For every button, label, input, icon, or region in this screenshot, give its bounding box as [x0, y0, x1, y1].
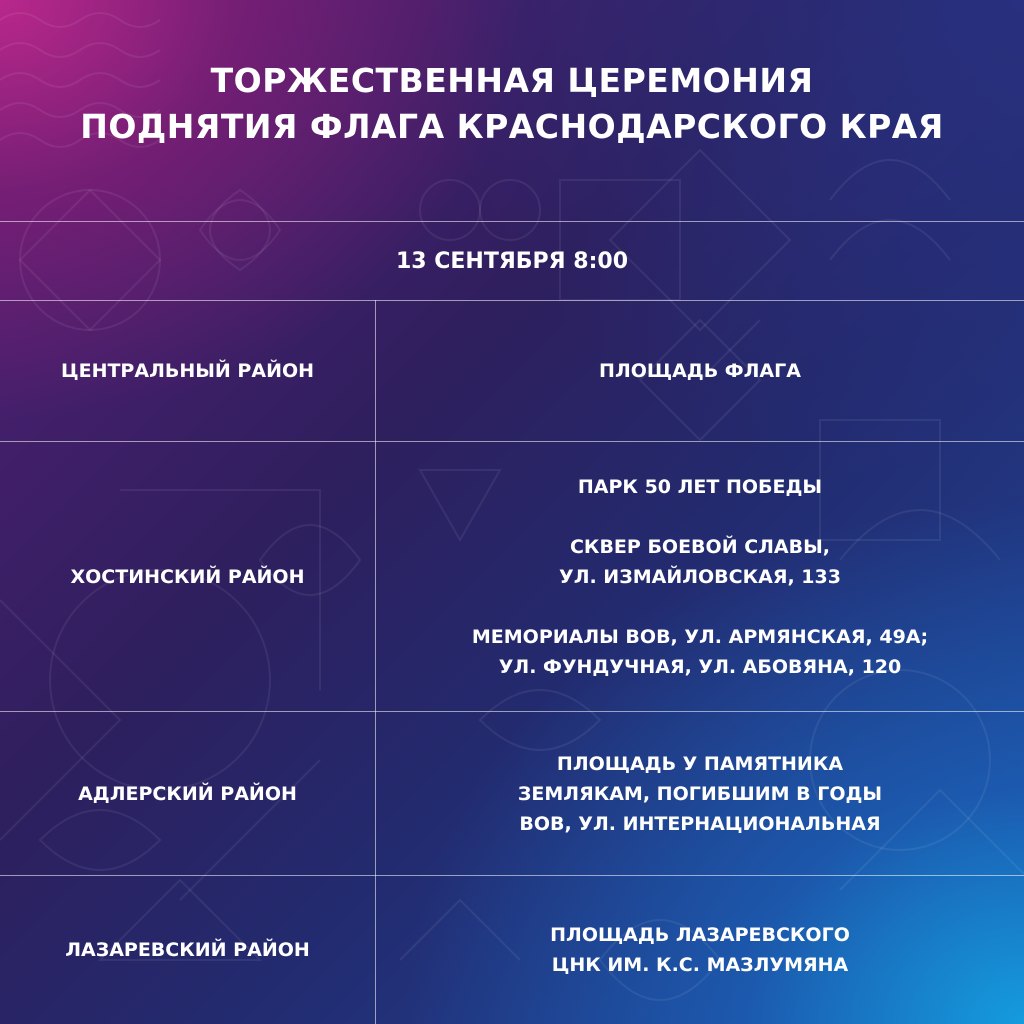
place-line: ЗЕМЛЯКАМ, ПОГИБШИМ В ГОДЫ — [517, 782, 883, 805]
place-line: ВОВ, УЛ. ИНТЕРНАЦИОНАЛЬНАЯ — [519, 812, 881, 835]
place-line: ПЛОЩАДЬ ЛАЗАРЕВСКОГО — [550, 924, 850, 946]
places-lazarevsky — [376, 876, 1024, 1024]
place-line: ПЛОЩАДЬ ФЛАГА — [599, 360, 801, 382]
places-adlersky — [376, 712, 1024, 875]
place-line: ПЛОЩАДЬ У ПАМЯТНИКА — [556, 752, 844, 775]
place-line: МЕМОРИАЛЫ ВОВ, УЛ. АРМЯНСКАЯ, 49А; — [471, 625, 929, 648]
place-line: УЛ. ИЗМАЙЛОВСКАЯ, 133 — [559, 565, 841, 588]
district-central: ЦЕНТРАЛЬНЫЙ РАЙОН — [60, 360, 315, 382]
district-adlersky: АДЛЕРСКИЙ РАЙОН — [78, 782, 297, 805]
place-line: ЦНК ИМ. К.С. МАЗЛУМЯНА — [551, 954, 849, 976]
title-line-2: ПОДНЯТИЯ ФЛАГА КРАСНОДАРСКОГО КРАЯ — [80, 107, 944, 146]
district-lazarevsky: ЛАЗАРЕВСКИЙ РАЙОН — [65, 939, 310, 961]
places-khostinsky — [376, 442, 1024, 711]
page-title — [0, 58, 1024, 150]
place-line: СКВЕР БОЕВОЙ СЛАВЫ, — [569, 535, 831, 558]
places-central — [376, 301, 1024, 441]
title-line-1: ТОРЖЕСТВЕННАЯ ЦЕРЕМОНИЯ — [210, 61, 814, 100]
place-line: УЛ. ФУНДУЧНАЯ, УЛ. АБОВЯНА, 120 — [498, 655, 902, 678]
district-khostinsky: ХОСТИНСКИЙ РАЙОН — [70, 565, 305, 588]
event-date: 13 СЕНТЯБРЯ 8:00 — [395, 248, 629, 274]
place-line: ПАРК 50 ЛЕТ ПОБЕДЫ — [577, 475, 823, 498]
